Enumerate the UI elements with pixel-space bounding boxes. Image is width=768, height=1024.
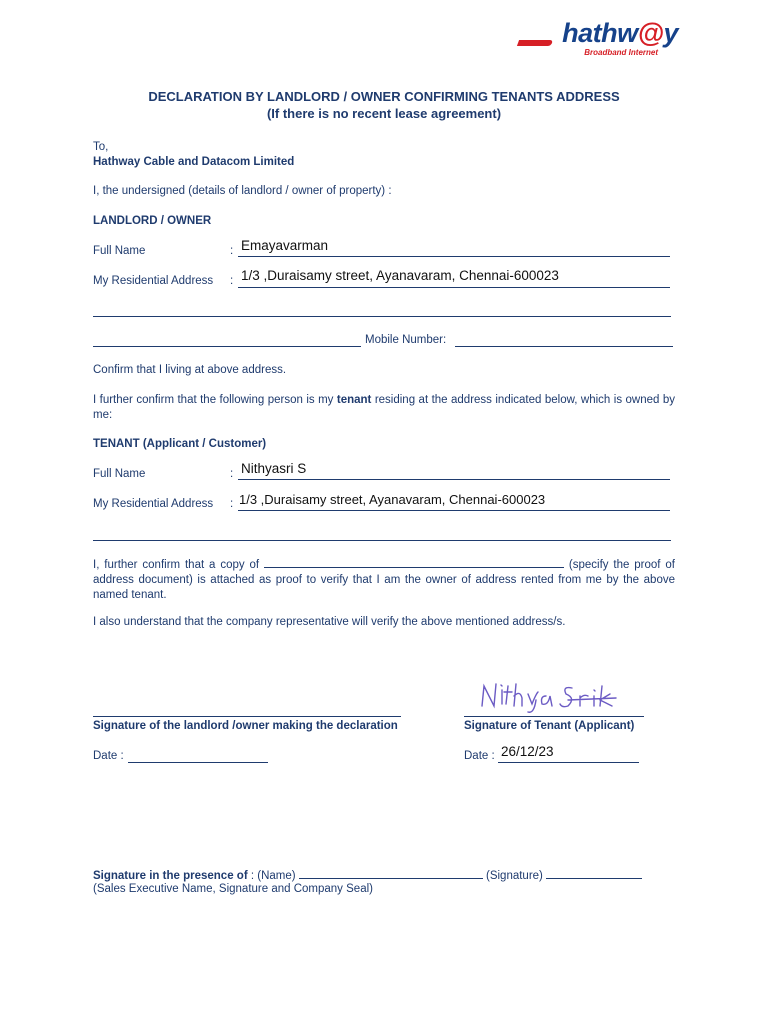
proof-paragraph: I, further confirm that a copy of (specify the proof of address document) is attached as proof to verify that I am the owner of address rented from me by the above named tenant. bbox=[93, 559, 675, 601]
hathway-logo bbox=[518, 18, 678, 60]
landlord-full-name-value: Emayavarman bbox=[241, 238, 329, 253]
tenant-date-label: Date : bbox=[464, 750, 495, 762]
presence-line: Signature in the presence of : (Name) (Signature) bbox=[93, 868, 642, 882]
tenant-signature-line bbox=[464, 716, 644, 717]
tenant-date-line bbox=[498, 762, 639, 763]
logo-swoosh bbox=[517, 40, 553, 46]
tenant-address-line bbox=[238, 510, 670, 511]
landlord-address-line-3 bbox=[93, 346, 361, 347]
tenant-name-colon: : bbox=[230, 468, 234, 480]
landlord-date-line bbox=[128, 762, 268, 763]
presence-signature-line bbox=[546, 868, 642, 879]
confirm-living-text: Confirm that I living at above address. bbox=[93, 364, 287, 376]
landlord-signature-line bbox=[93, 716, 401, 717]
landlord-signature-label: Signature of the landlord /owner making the declaration bbox=[93, 720, 398, 732]
to-label: To, bbox=[93, 141, 109, 153]
landlord-address-line-2 bbox=[93, 316, 671, 317]
presence-note: (Sales Executive Name, Signature and Company Seal) bbox=[93, 883, 373, 895]
undersigned-text: I, the undersigned (details of landlord / owner of property) : bbox=[93, 185, 392, 197]
logo-tagline: Broadband Internet bbox=[584, 48, 658, 57]
document-subtitle: (If there is no recent lease agreement) bbox=[266, 106, 502, 121]
verify-statement: I also understand that the company representative will verify the above mentioned address/s. bbox=[93, 616, 566, 628]
tenant-address-label: My Residential Address bbox=[93, 498, 214, 510]
further-confirm-paragraph: I further confirm that the following person is my tenant residing at the address indicated below, which is owned by me: bbox=[93, 394, 675, 421]
tenant-name-line bbox=[238, 479, 670, 480]
tenant-date-value: 26/12/23 bbox=[501, 744, 554, 759]
landlord-full-name-label: Full Name bbox=[93, 245, 146, 257]
tenant-full-name-label: Full Name bbox=[93, 468, 146, 480]
mobile-number-label: Mobile Number: bbox=[365, 334, 447, 346]
tenant-handwritten-signature bbox=[476, 676, 626, 716]
landlord-name-colon: : bbox=[230, 245, 234, 257]
proof-document-line bbox=[264, 557, 564, 568]
landlord-name-line bbox=[238, 256, 670, 257]
tenant-address-line-2 bbox=[93, 540, 671, 541]
tenant-signature-label: Signature of Tenant (Applicant) bbox=[464, 720, 635, 732]
landlord-date-label: Date : bbox=[93, 750, 124, 762]
mobile-number-line bbox=[455, 346, 673, 347]
logo-wordmark: hathw@y bbox=[562, 18, 678, 48]
company-name: Hathway Cable and Datacom Limited bbox=[93, 156, 295, 168]
landlord-heading: LANDLORD / OWNER bbox=[93, 215, 212, 227]
landlord-address-label: My Residential Address bbox=[93, 275, 214, 287]
landlord-address-colon: : bbox=[230, 275, 234, 287]
landlord-address-line bbox=[238, 287, 670, 288]
document-title: DECLARATION BY LANDLORD / OWNER CONFIRMING TENANTS ADDRESS bbox=[148, 89, 620, 104]
tenant-heading: TENANT (Applicant / Customer) bbox=[93, 438, 267, 450]
presence-name-line bbox=[299, 868, 483, 879]
landlord-address-value: 1/3 ,Duraisamy street, Ayanavaram, Chennai-600023 bbox=[241, 268, 559, 283]
tenant-address-value: 1/3 ,Duraisamy street, Ayanavaram, Chennai-600023 bbox=[239, 492, 546, 507]
tenant-address-colon: : bbox=[230, 498, 234, 510]
tenant-full-name-value: Nithyasri S bbox=[241, 461, 307, 476]
